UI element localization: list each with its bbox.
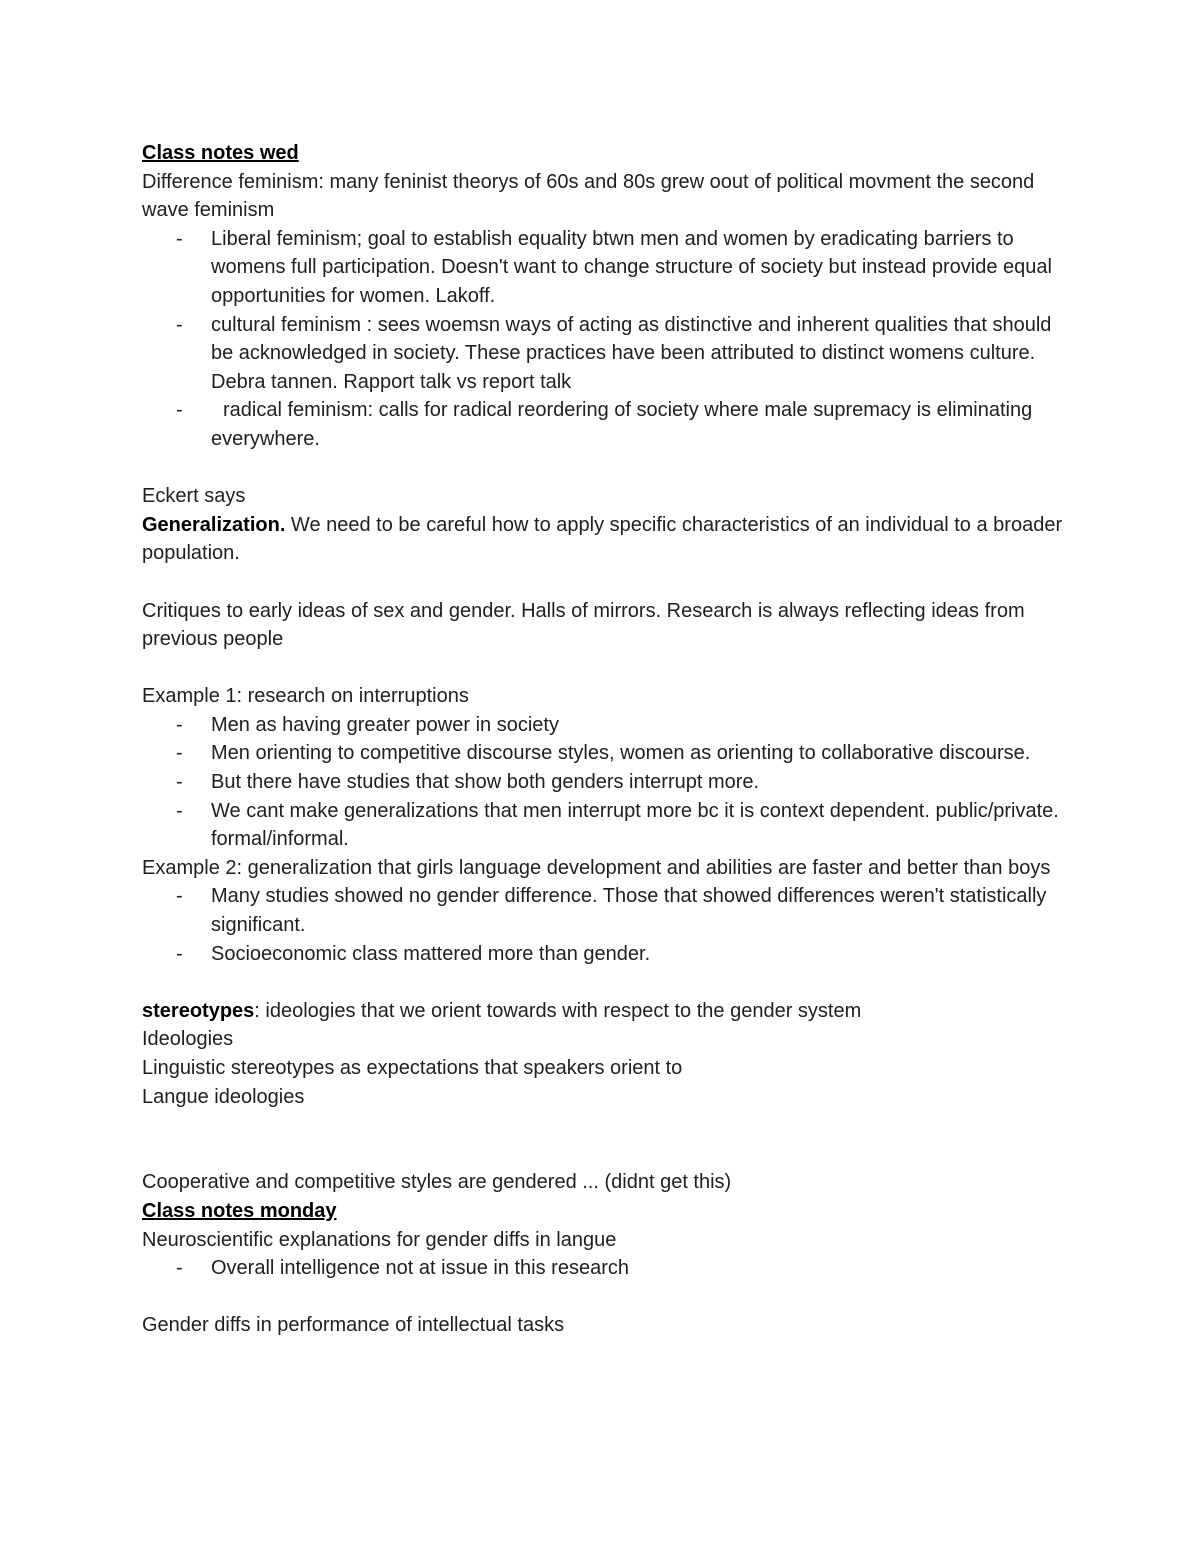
list-item (142, 225, 1072, 311)
list-item-text: But there have studies that show both genders interrupt more. (211, 771, 760, 794)
list-item-text: Men as having greater power in society (211, 713, 559, 736)
list-item-text: cultural feminism : sees woemsn ways of acting as distinctive and inherent qualities that should be acknowledged in society. These practices have been attributed to distinct womens culture. Debra tannen. Rapport talk vs report talk (211, 313, 1052, 393)
spacer (142, 568, 1072, 597)
dash-bullet: - (176, 942, 183, 965)
list-item-text: Many studies showed no gender difference. Those that showed differences weren't statistically significant. (211, 885, 1047, 937)
dash-bullet: - (176, 313, 183, 336)
ideologies-line: Ideologies (142, 1028, 234, 1051)
list-item-text: Socioeconomic class mattered more than gender. (211, 942, 651, 965)
dash-bullet: - (176, 227, 183, 250)
stereotypes-text: : ideologies that we orient towards with respect to the gender system (254, 999, 862, 1022)
spacer (142, 1111, 1072, 1168)
dash-bullet: - (176, 399, 183, 422)
dash-bullet: - (176, 799, 183, 822)
example-1-title: Example 1: research on interruptions (142, 685, 469, 708)
dash-bullet: - (176, 1257, 183, 1280)
spacer (142, 1283, 1072, 1312)
generalization-text: We need to be careful how to apply specific characteristics of an individual to a broader population. (142, 513, 1063, 565)
dash-bullet: - (176, 713, 183, 736)
example-2-title: Example 2: generalization that girls language development and abilities are faster and better than boys (142, 856, 1051, 879)
list-item (142, 797, 1072, 854)
linguistic-stereotypes-line: Linguistic stereotypes as expectations that speakers orient to (142, 1057, 683, 1079)
list-item (142, 768, 1072, 797)
list-item-text: Overall intelligence not at issue in this research (211, 1257, 629, 1280)
heading-class-notes-monday: Class notes monday (142, 1199, 337, 1222)
example-2-list (142, 882, 1072, 968)
list-item-text: Men orienting to competitive discourse styles, women as orienting to collaborative discourse. (211, 742, 1031, 765)
list-item (142, 940, 1072, 969)
difference-feminism-paragraph: Difference feminism: many feninist theorys of 60s and 80s grew oout of political movment the second wave feminism (142, 170, 1035, 222)
dash-bullet: - (176, 885, 183, 908)
heading-class-notes-wed: Class notes wed (142, 142, 299, 164)
monday-list (142, 1254, 1072, 1283)
generalization-paragraph (142, 511, 1072, 568)
list-item (142, 882, 1072, 939)
spacer (142, 654, 1072, 683)
list-item (142, 311, 1072, 397)
neuroscientific-line: Neuroscientific explanations for gender diffs in langue (142, 1228, 617, 1251)
dash-bullet: - (176, 771, 183, 794)
eckert-says: Eckert says (142, 485, 246, 508)
gender-diffs-line: Gender diffs in performance of intellectual tasks (142, 1314, 565, 1337)
critiques-paragraph: Critiques to early ideas of sex and gender. Halls of mirrors. Research is always reflecting ideas from previous people (142, 599, 1025, 651)
spacer (142, 454, 1072, 483)
dash-bullet: - (176, 742, 183, 765)
stereotypes-term: stereotypes (142, 999, 255, 1022)
list-item-text: radical feminism: calls for radical reordering of society where male supremacy is eliminating everywhere. (211, 399, 1033, 450)
list-item-text: We cant make generalizations that men interrupt more bc it is context dependent. public/private. formal/informal. (211, 799, 1059, 851)
list-item (142, 1254, 1072, 1283)
list-item (142, 711, 1072, 740)
document-page (142, 139, 1072, 1340)
example-1-list (142, 711, 1072, 854)
list-item-text: Liberal feminism; goal to establish equality btwn men and women by eradicating barriers to womens full participation. Doesn't want to change structure of society but instead provide equal opportunities for women. Lakoff. (211, 227, 1052, 307)
spacer (142, 968, 1072, 997)
cooperative-styles-line: Cooperative and competitive styles are gendered ... (didnt get this) (142, 1171, 732, 1194)
generalization-term: Generalization. (142, 513, 286, 536)
feminism-types-list (142, 225, 1072, 454)
langue-ideologies-line: Langue ideologies (142, 1085, 305, 1108)
list-item (142, 739, 1072, 768)
stereotypes-paragraph (142, 997, 1072, 1026)
list-item (142, 396, 1072, 453)
